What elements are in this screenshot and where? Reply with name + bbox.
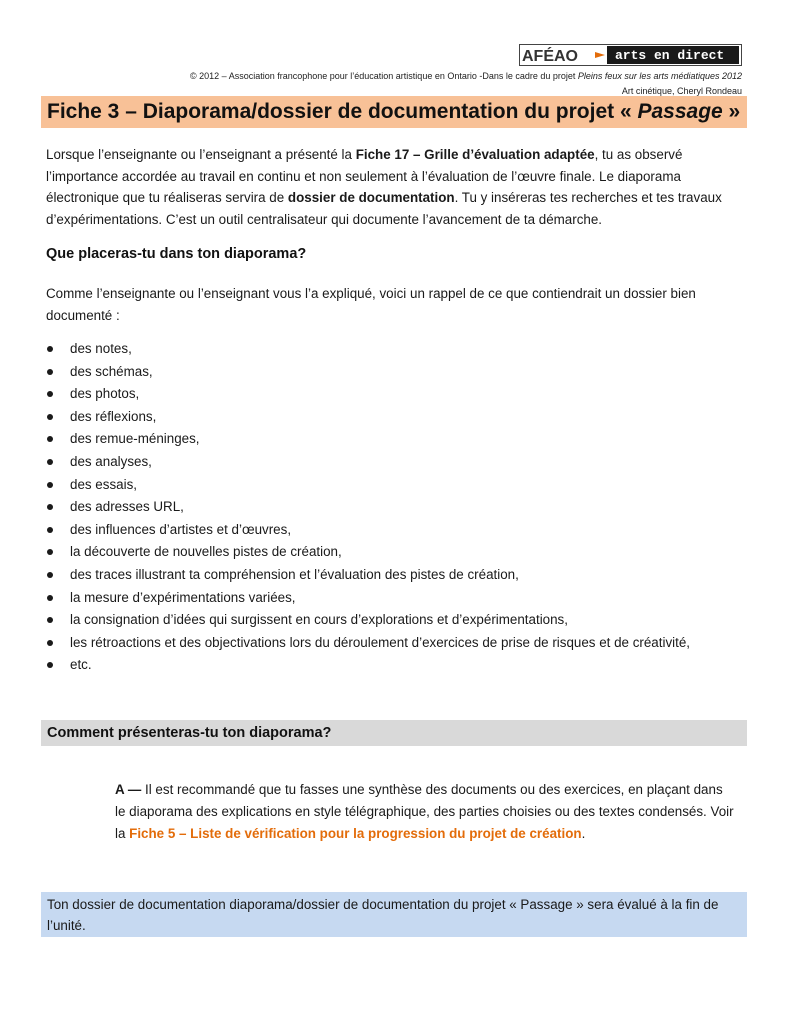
bullet-icon (47, 436, 53, 442)
bullet-icon (47, 482, 53, 488)
bullet-icon (47, 414, 53, 420)
bullet-icon (47, 572, 53, 578)
bullet-icon (47, 662, 53, 668)
bullet-icon (47, 369, 53, 375)
list-item: des influences d’artistes et d’œuvres, (46, 519, 690, 542)
bullet-icon (47, 595, 53, 601)
logo-right-text: arts en direct (615, 48, 725, 63)
list-item: des photos, (46, 383, 690, 406)
bullet-icon (47, 527, 53, 533)
list-item: les rétroactions et des objectivations lors du déroulement d’exercices de prise de risques et de créativité, (46, 632, 690, 655)
section-heading-presentation: Comment présenteras-tu ton diaporama? (41, 720, 747, 746)
list-item: des remue-méninges, (46, 428, 690, 451)
list-item: des notes, (46, 338, 690, 361)
page-title: Fiche 3 – Diaporama/dossier de documentation du projet « Passage » (41, 96, 747, 128)
bullet-icon (47, 640, 53, 646)
list-item: des adresses URL, (46, 496, 690, 519)
list-item: des traces illustrant ta compréhension et l’évaluation des pistes de création, (46, 564, 690, 587)
list-item: la consignation d’idées qui surgissent en cours d’explorations et d’expérimentations, (46, 609, 690, 632)
logo-graphic (519, 44, 742, 66)
bullet-icon (47, 391, 53, 397)
section-lead-paragraph: Comme l’enseignante ou l’enseignant vous l’a expliqué, voici un rappel de ce que contiendrait un dossier bien documenté : (46, 286, 696, 323)
bullet-icon (47, 459, 53, 465)
list-item: des réflexions, (46, 406, 690, 429)
bullet-icon (47, 504, 53, 510)
list-item: la mesure d’expérimentations variées, (46, 587, 690, 610)
list-item: etc. (46, 654, 690, 677)
bullet-list (46, 338, 690, 677)
bullet-icon (47, 346, 53, 352)
intro-paragraph: Lorsque l’enseignante ou l’enseignant a présenté la Fiche 17 – Grille d’évaluation adaptée, tu as observé l’importance accordée au travail en continu et non seulement à l’évaluation de l’œuvre finale. Le diaporama électronique que tu réaliseras servira de dossier de documentation. Tu y inséreras tes recherches et tes travaux d’expérimentations. C’est un outil centralisateur qui documente l’avancement de ta démarche. (46, 147, 722, 227)
list-item: des schémas, (46, 361, 690, 384)
afeao-logo (519, 44, 742, 66)
recommendation-paragraph: A — Il est recommandé que tu fasses une synthèse des documents ou des exercices, en plaçant dans le diaporama des explications en style télégraphique, des parties choisies ou des textes condensés. Voir la Fiche 5 – Liste de vérification pour la progression du projet de création. (115, 782, 734, 841)
evaluation-note: Ton dossier de documentation diaporama/dossier de documentation du projet « Passage » sera évalué à la fin de l’unité. (41, 892, 747, 937)
list-item: des analyses, (46, 451, 690, 474)
fiche5-reference-link[interactable]: Fiche 5 – Liste de vérification pour la progression du projet de création (129, 826, 582, 841)
list-item: des essais, (46, 474, 690, 497)
section-heading-content: Que placeras-tu dans ton diaporama? (46, 246, 307, 262)
header-copyright: © 2012 – Association francophone pour l’éducation artistique en Ontario -Dans le cadre du projet Pleins feux sur les arts médiatiques 2012 (190, 71, 742, 81)
logo-left-text: AFÉAO (522, 48, 578, 65)
bullet-icon (47, 617, 53, 623)
list-item: la découverte de nouvelles pistes de création, (46, 541, 690, 564)
header-credit: Art cinétique, Cheryl Rondeau (621, 86, 742, 96)
bullet-icon (47, 549, 53, 555)
